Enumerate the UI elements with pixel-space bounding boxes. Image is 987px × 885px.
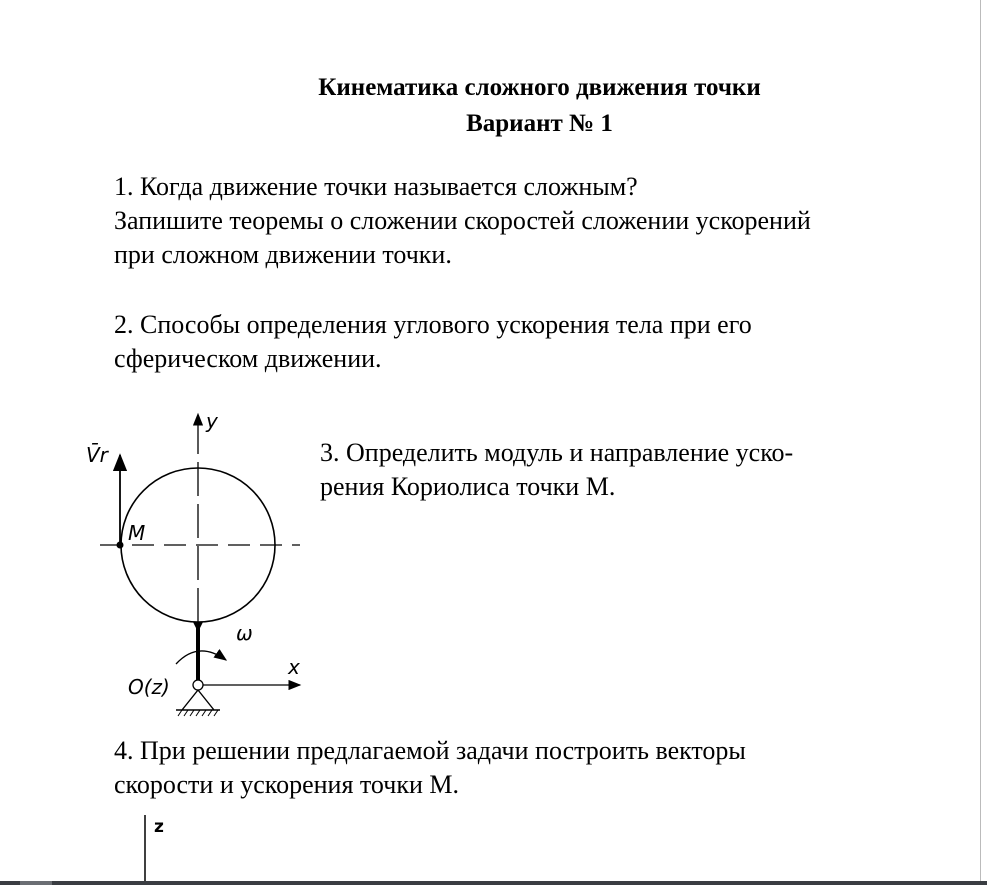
horizontal-scrollbar[interactable]: [0, 881, 987, 885]
x-label: x: [288, 655, 300, 679]
y-label: y: [206, 409, 218, 433]
scrollbar-thumb[interactable]: [20, 881, 52, 885]
ground-hatch: [178, 710, 218, 716]
origin-label: O(z): [128, 675, 170, 699]
q1-line: при сложном движении точки.: [114, 240, 452, 269]
q4-line: 4. При решении предлагаемой задачи построить векторы: [114, 736, 746, 765]
q1-line: 1. Когда движение точки называется сложным?: [114, 172, 638, 201]
z-label: z: [154, 817, 164, 837]
omega-arc: [176, 651, 226, 664]
support: [176, 690, 220, 710]
omega-label: ω: [236, 621, 253, 645]
point-m: [117, 542, 124, 549]
q4-line: скорости и ускорения точки М.: [114, 770, 459, 799]
q2-line: 2. Способы определения углового ускорения тела при его: [114, 310, 752, 339]
q3-line: 3. Определить модуль и направление уско-: [320, 438, 794, 467]
q3-line: рения Кориолиса точки М.: [320, 472, 616, 501]
velocity-label: V̄r: [86, 443, 108, 467]
page-edge: [980, 0, 981, 885]
m-label: M: [128, 521, 146, 545]
pivot: [193, 680, 203, 690]
q1-line: Запишите теоремы о сложении скоростей сложении ускорений: [114, 206, 811, 235]
q2-line: сферическом движении.: [114, 344, 382, 373]
doc-title: Кинематика сложного движения точки: [318, 74, 761, 101]
variant-title: Вариант № 1: [466, 110, 613, 137]
